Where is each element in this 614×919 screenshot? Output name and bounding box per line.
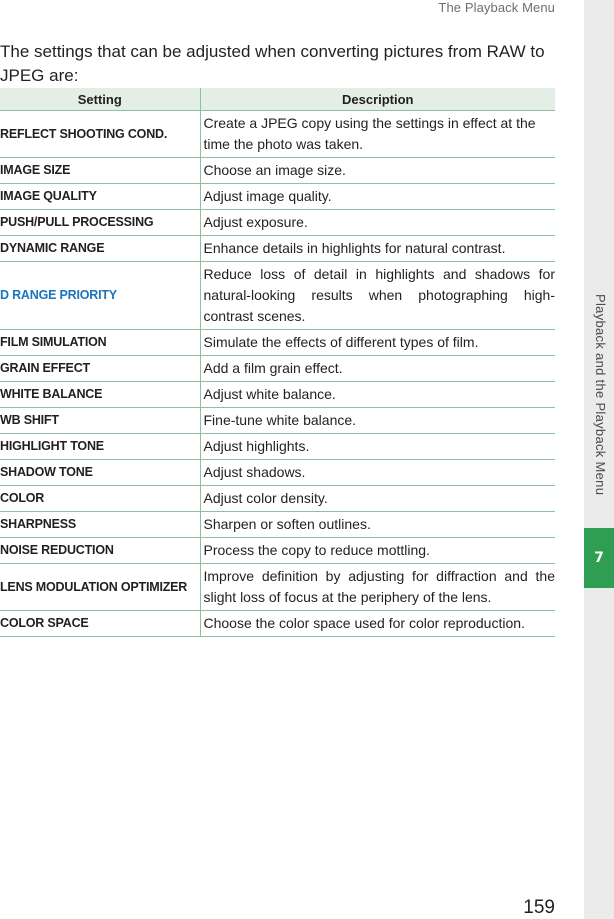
setting-name: GRAIN EFFECT <box>0 356 200 382</box>
setting-name: DYNAMIC RANGE <box>0 236 200 262</box>
setting-name: LENS MODULATION OPTIMIZER <box>0 564 200 611</box>
header-setting: Setting <box>0 88 200 111</box>
table-row <box>0 356 555 382</box>
setting-name: HIGHLIGHT TONE <box>0 434 200 460</box>
table-row <box>0 486 555 512</box>
table-row <box>0 184 555 210</box>
header-description: Description <box>200 88 555 111</box>
table-row <box>0 158 555 184</box>
table-row <box>0 460 555 486</box>
setting-name: SHADOW TONE <box>0 460 200 486</box>
setting-description: Adjust image quality. <box>200 184 555 210</box>
setting-name: WHITE BALANCE <box>0 382 200 408</box>
setting-name: NOISE REDUCTION <box>0 538 200 564</box>
setting-description: Adjust shadows. <box>200 460 555 486</box>
setting-description: Improve definition by adjusting for diffraction and the slight loss of focus at the periphery of the lens. <box>200 564 555 611</box>
setting-description: Adjust exposure. <box>200 210 555 236</box>
running-header: The Playback Menu <box>438 0 555 15</box>
setting-description: Sharpen or soften outlines. <box>200 512 555 538</box>
setting-name: IMAGE SIZE <box>0 158 200 184</box>
setting-description: Simulate the effects of different types of film. <box>200 330 555 356</box>
table-row <box>0 262 555 330</box>
settings-table <box>0 88 555 637</box>
setting-description: Fine-tune white balance. <box>200 408 555 434</box>
table-header-row <box>0 88 555 111</box>
table-row <box>0 210 555 236</box>
table-row <box>0 111 555 158</box>
table-row <box>0 330 555 356</box>
table-row <box>0 611 555 637</box>
setting-name: D RANGE PRIORITY <box>0 262 200 330</box>
section-label: Playback and the Playback Menu <box>593 294 608 496</box>
setting-name: FILM SIMULATION <box>0 330 200 356</box>
table-row <box>0 382 555 408</box>
setting-name: REFLECT SHOOTING COND. <box>0 111 200 158</box>
page-number: 159 <box>523 897 555 918</box>
setting-description: Reduce loss of detail in highlights and shadows for natural-looking results when photographing high-contrast scenes. <box>200 262 555 330</box>
table-row <box>0 236 555 262</box>
setting-name: IMAGE QUALITY <box>0 184 200 210</box>
setting-description: Process the copy to reduce mottling. <box>200 538 555 564</box>
setting-name: SHARPNESS <box>0 512 200 538</box>
table-row <box>0 512 555 538</box>
setting-name: PUSH/PULL PROCESSING <box>0 210 200 236</box>
setting-description: Adjust color density. <box>200 486 555 512</box>
table-row <box>0 538 555 564</box>
setting-description: Choose an image size. <box>200 158 555 184</box>
setting-description: Enhance details in highlights for natural contrast. <box>200 236 555 262</box>
table-row <box>0 408 555 434</box>
setting-description: Adjust highlights. <box>200 434 555 460</box>
setting-name: COLOR SPACE <box>0 611 200 637</box>
chapter-tab: 7 <box>584 528 614 588</box>
setting-description: Choose the color space used for color reproduction. <box>200 611 555 637</box>
table-row <box>0 434 555 460</box>
table-row <box>0 564 555 611</box>
setting-description: Create a JPEG copy using the settings in effect at the time the photo was taken. <box>200 111 555 158</box>
setting-name: WB SHIFT <box>0 408 200 434</box>
intro-text: The settings that can be adjusted when converting pictures from RAW to JPEG are: <box>0 42 545 85</box>
setting-name: COLOR <box>0 486 200 512</box>
setting-description: Add a film grain effect. <box>200 356 555 382</box>
setting-description: Adjust white balance. <box>200 382 555 408</box>
